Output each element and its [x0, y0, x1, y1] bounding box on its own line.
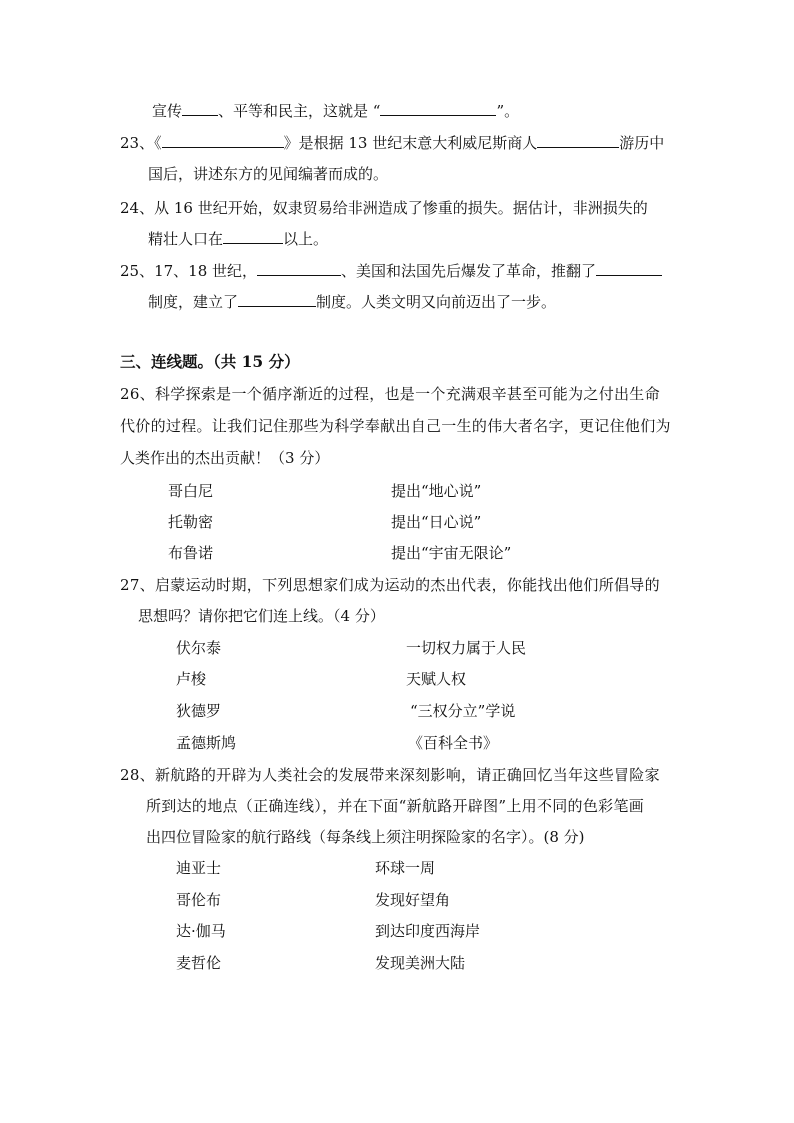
q27-left-item[interactable]: 狄德罗 [176, 702, 222, 720]
q25-blank-3[interactable] [238, 292, 316, 307]
q27-left-item[interactable]: 孟德斯鸠 [176, 734, 237, 752]
q27-right-item[interactable]: “三权分立”学说 [410, 702, 516, 720]
q26-right-item[interactable]: 提出“地心说” [391, 482, 482, 500]
q26-right-item[interactable]: 提出“日心说” [391, 513, 482, 531]
q26-left-item[interactable]: 哥白尼 [168, 482, 214, 500]
q26-line2: 代价的过程。让我们记住那些为科学奉献出自己一生的伟大者名字，更记住他们为 [120, 417, 671, 435]
q27-right-item[interactable]: 天赋人权 [406, 670, 467, 688]
q27-line1: 27、启蒙运动时期，下列思想家们成为运动的杰出代表，你能找出他们所倡导的 [120, 576, 660, 594]
q22-blank-2[interactable] [380, 101, 496, 116]
q28-line3: 出四位冒险家的航行路线（每条线上须注明探险家的名字）。(8 分) [146, 828, 585, 846]
q28-left-item[interactable]: 哥伦布 [176, 891, 222, 909]
q25-blank-2[interactable] [596, 261, 662, 276]
q23-line2: 国后，讲述东方的见闻编著而成的。 [148, 165, 389, 183]
q22-continuation: 宣传 、平等和民主，这就是 “ ”。 [152, 102, 520, 120]
q25-line2: 制度，建立了 制度。人类文明又向前迈出了一步。 [148, 293, 557, 311]
q24-blank-1[interactable] [223, 229, 283, 244]
q24-line1: 24、从 16 世纪开始，奴隶贸易给非洲造成了惨重的损失。据估计，非洲损失的 [120, 199, 648, 217]
q26-line3: 人类作出的杰出贡献！（3 分） [120, 449, 330, 467]
q28-left-item[interactable]: 麦哲伦 [176, 954, 222, 972]
q26-line1: 26、科学探索是一个循序渐近的过程，也是一个充满艰辛甚至可能为之付出生命 [120, 385, 660, 403]
q26-left-item[interactable]: 托勒密 [168, 513, 214, 531]
q28-right-item[interactable]: 发现美洲大陆 [375, 954, 466, 972]
q23-blank-1[interactable] [162, 133, 284, 148]
q28-left-item[interactable]: 迪亚士 [176, 859, 222, 877]
q28-line2: 所到达的地点（正确连线），并在下面“新航路开辟图”上用不同的色彩笔画 [146, 797, 645, 815]
q27-left-item[interactable]: 卢梭 [176, 670, 207, 688]
q26-left-item[interactable]: 布鲁诺 [168, 544, 214, 562]
q27-right-item[interactable]: 一切权力属于人民 [406, 639, 527, 657]
q28-right-item[interactable]: 到达印度西海岸 [375, 922, 481, 940]
section-heading: 三、连线题。（共 15 分） [120, 352, 300, 371]
q28-left-item[interactable]: 达·伽马 [176, 922, 226, 940]
q25-blank-1[interactable] [257, 261, 341, 276]
q22-blank-1[interactable] [182, 101, 218, 116]
q28-right-item[interactable]: 发现好望角 [375, 891, 451, 909]
q24-line2: 精壮人口在 以上。 [148, 230, 329, 248]
q23-blank-2[interactable] [537, 133, 619, 148]
q27-left-item[interactable]: 伏尔泰 [176, 639, 222, 657]
q26-right-item[interactable]: 提出“宇宙无限论” [391, 544, 512, 562]
q28-line1: 28、新航路的开辟为人类社会的发展带来深刻影响，请正确回忆当年这些冒险家 [120, 766, 660, 784]
q23-line1: 23、《 》是根据 13 世纪末意大利威尼斯商人 游历中 [120, 134, 665, 152]
q27-right-item[interactable]: 《百科全书》 [408, 734, 499, 752]
q28-right-item[interactable]: 环球一周 [375, 859, 436, 877]
q25-line1: 25、17、18 世纪， 、美国和法国先后爆发了革命，推翻了 [120, 261, 662, 281]
q27-line2: 思想吗？请你把它们连上线。（4 分） [138, 607, 385, 625]
